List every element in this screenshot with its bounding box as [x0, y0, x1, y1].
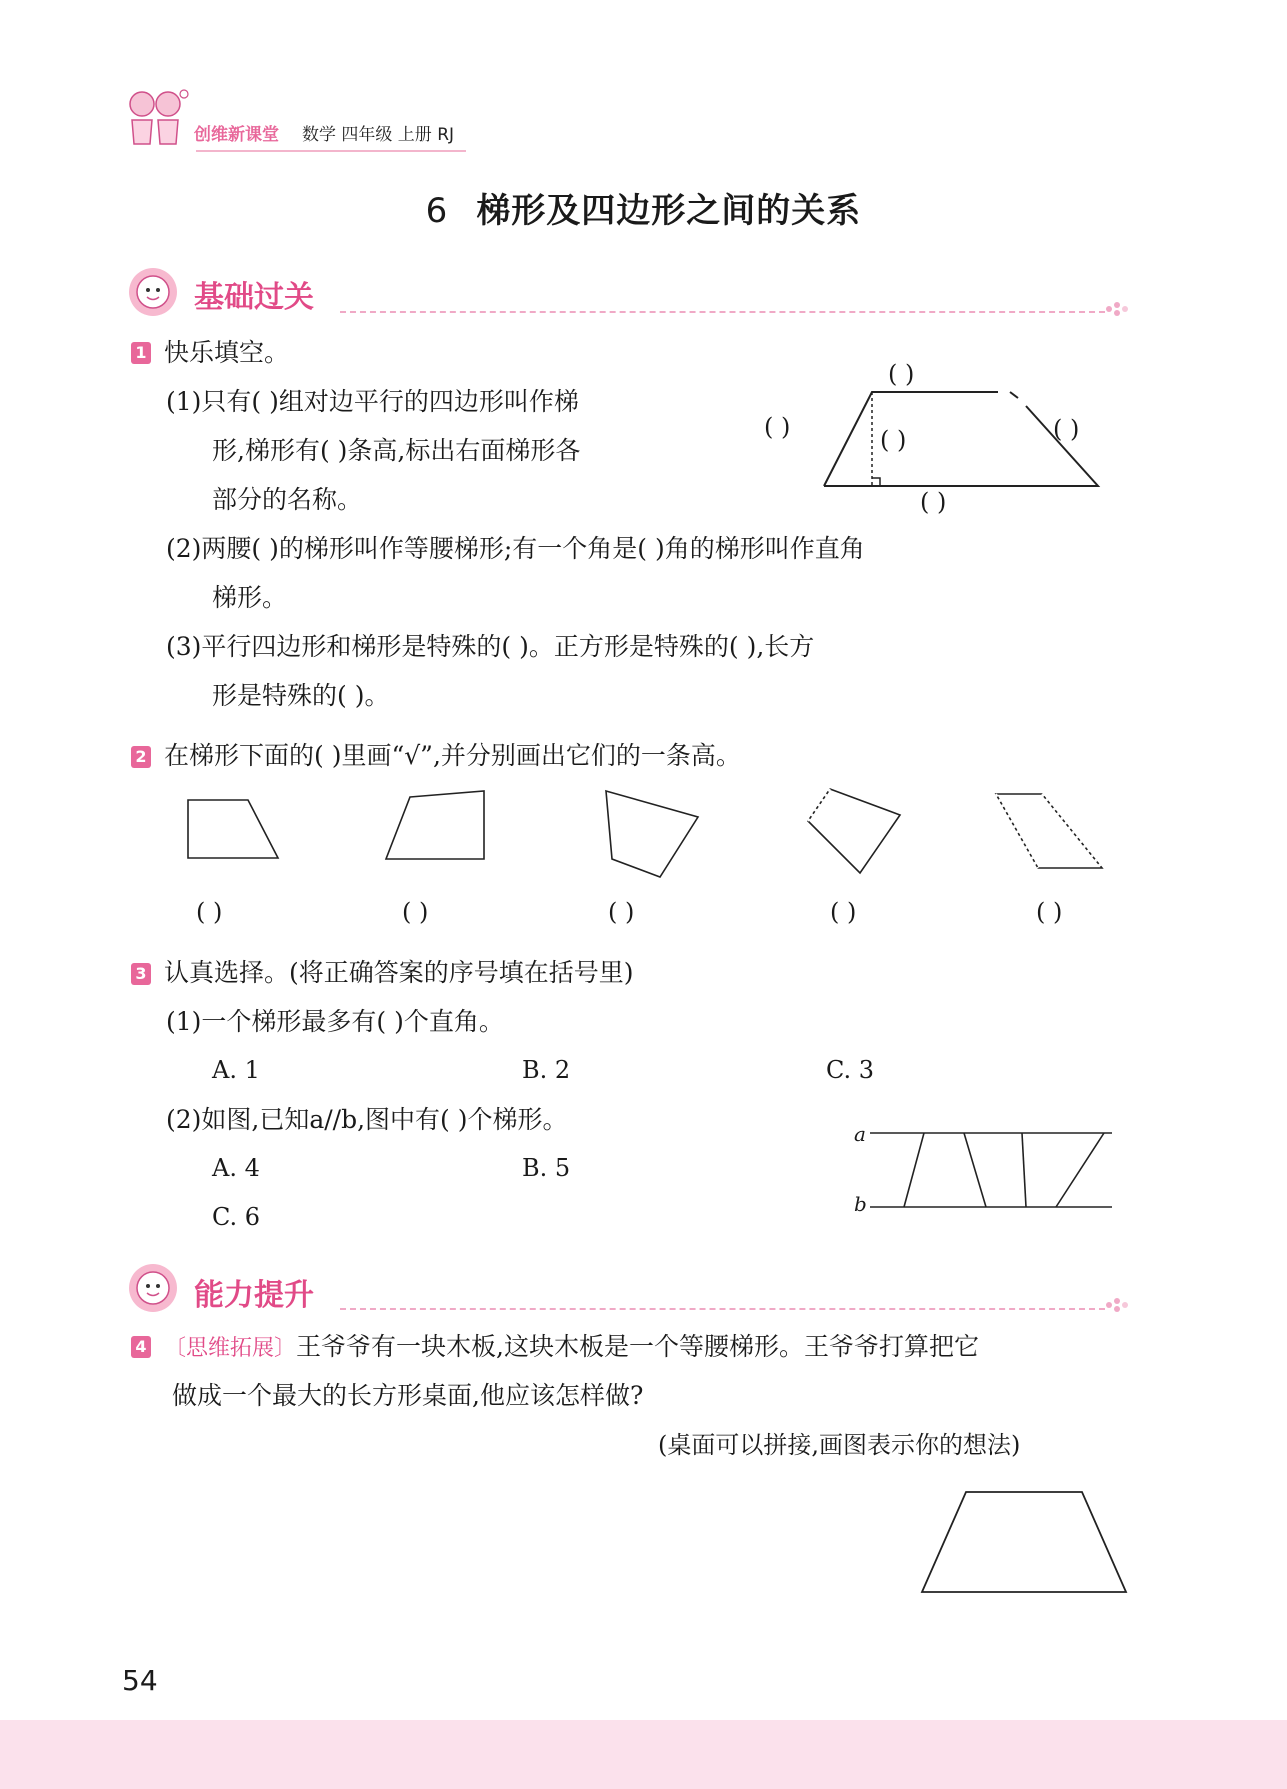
q1-part2-line2: 梯形。 [212, 583, 288, 612]
question-badge-4: 4 [131, 1336, 151, 1358]
q2-shape-5 [990, 788, 1110, 868]
q1-part1-line2: 形,梯形有( )条高,标出右面梯形各 [212, 436, 581, 465]
q4-tag: 〔思维拓展〕 [164, 1336, 297, 1361]
q4-line2: 做成一个最大的长方形桌面,他应该怎样做? [172, 1381, 644, 1410]
q3-sub1-option-b[interactable]: B. 2 [522, 1056, 571, 1084]
dots-decoration-icon [1104, 1296, 1130, 1314]
q2-answer-2[interactable]: ( ) [402, 898, 429, 926]
q3-sub2: (2)如图,已知a//b,图中有( )个梯形。 [166, 1105, 568, 1134]
q2-answer-4[interactable]: ( ) [830, 898, 857, 926]
q2-stem: 在梯形下面的( )里画“√”,并分别画出它们的一条高。 [164, 741, 741, 770]
section-basic-icon [128, 266, 178, 318]
q4-line1 [164, 1332, 979, 1364]
q3-sub1: (1)一个梯形最多有( )个直角。 [166, 1007, 504, 1036]
q1-part3-line2: 形是特殊的( )。 [212, 681, 390, 710]
q1-label-bottom: ( ) [920, 488, 947, 516]
q2-shape-3 [600, 785, 710, 885]
q1-part1-line1: (1)只有( )组对边平行的四边形叫作梯 [166, 387, 579, 416]
q2-answer-3[interactable]: ( ) [608, 898, 635, 926]
q2-shape-1 [180, 790, 290, 870]
q2-answer-5[interactable]: ( ) [1036, 898, 1063, 926]
section-divider-basic [340, 311, 1105, 313]
q1-part1-line3: 部分的名称。 [212, 485, 363, 514]
q3-sub2-option-a[interactable]: A. 4 [212, 1154, 260, 1182]
q1-label-top: ( ) [888, 360, 915, 388]
subject-info: 数学 四年级 上册 RJ [302, 125, 455, 145]
header-mascot [124, 86, 190, 150]
q3-sub2-option-b[interactable]: B. 5 [522, 1154, 571, 1182]
q4-text-1: 王爷爷有一块木板,这块木板是一个等腰梯形。王爷爷打算把它 [296, 1332, 979, 1361]
q3-sub1-option-a[interactable]: A. 1 [212, 1056, 260, 1084]
question-badge-1: 1 [131, 342, 151, 364]
section-divider-advanced [340, 1308, 1105, 1310]
page-title [0, 183, 1287, 232]
q1-part3-line1: (3)平行四边形和梯形是特殊的( )。正方形是特殊的( ),长方 [166, 632, 815, 661]
line-b-label: b [854, 1192, 867, 1216]
dots-decoration-icon [1104, 300, 1130, 318]
q4-isosceles-trapezoid [918, 1486, 1130, 1596]
brand-name: 创维新课堂 [194, 125, 279, 145]
section-title-advanced: 能力提升 [194, 1278, 314, 1313]
q2-shape-4 [800, 785, 910, 885]
q2-answer-1[interactable]: ( ) [196, 898, 223, 926]
footer-band [0, 1720, 1287, 1789]
q1-part2-line1: (2)两腰( )的梯形叫作等腰梯形;有一个角是( )角的梯形叫作直角 [166, 534, 865, 563]
q3-sub2-option-c[interactable]: C. 6 [212, 1203, 261, 1231]
page-number: 54 [122, 1664, 158, 1697]
q3-sub1-option-c[interactable]: C. 3 [826, 1056, 875, 1084]
line-a-label: a [854, 1122, 866, 1146]
q3-parallel-lines-figure [870, 1125, 1115, 1210]
q1-stem: 快乐填空。 [164, 338, 290, 367]
q3-stem: 认真选择。(将正确答案的序号填在括号里) [164, 958, 634, 987]
q1-label-left: ( ) [764, 413, 791, 441]
section-title-basic: 基础过关 [194, 280, 314, 315]
kids-mascot-icon [124, 86, 190, 150]
question-badge-3: 3 [131, 963, 151, 985]
question-badge-2: 2 [131, 746, 151, 768]
header-underline [196, 150, 466, 152]
lesson-number: 6 [425, 191, 449, 231]
q1-label-right: ( ) [1053, 415, 1080, 443]
lesson-title: 梯形及四边形之间的关系 [476, 191, 862, 231]
q4-note: (桌面可以拼接,画图表示你的想法) [658, 1431, 1021, 1459]
q2-shape-2 [380, 785, 490, 865]
q1-label-middle: ( ) [880, 426, 907, 454]
section-advanced-icon [128, 1262, 178, 1314]
